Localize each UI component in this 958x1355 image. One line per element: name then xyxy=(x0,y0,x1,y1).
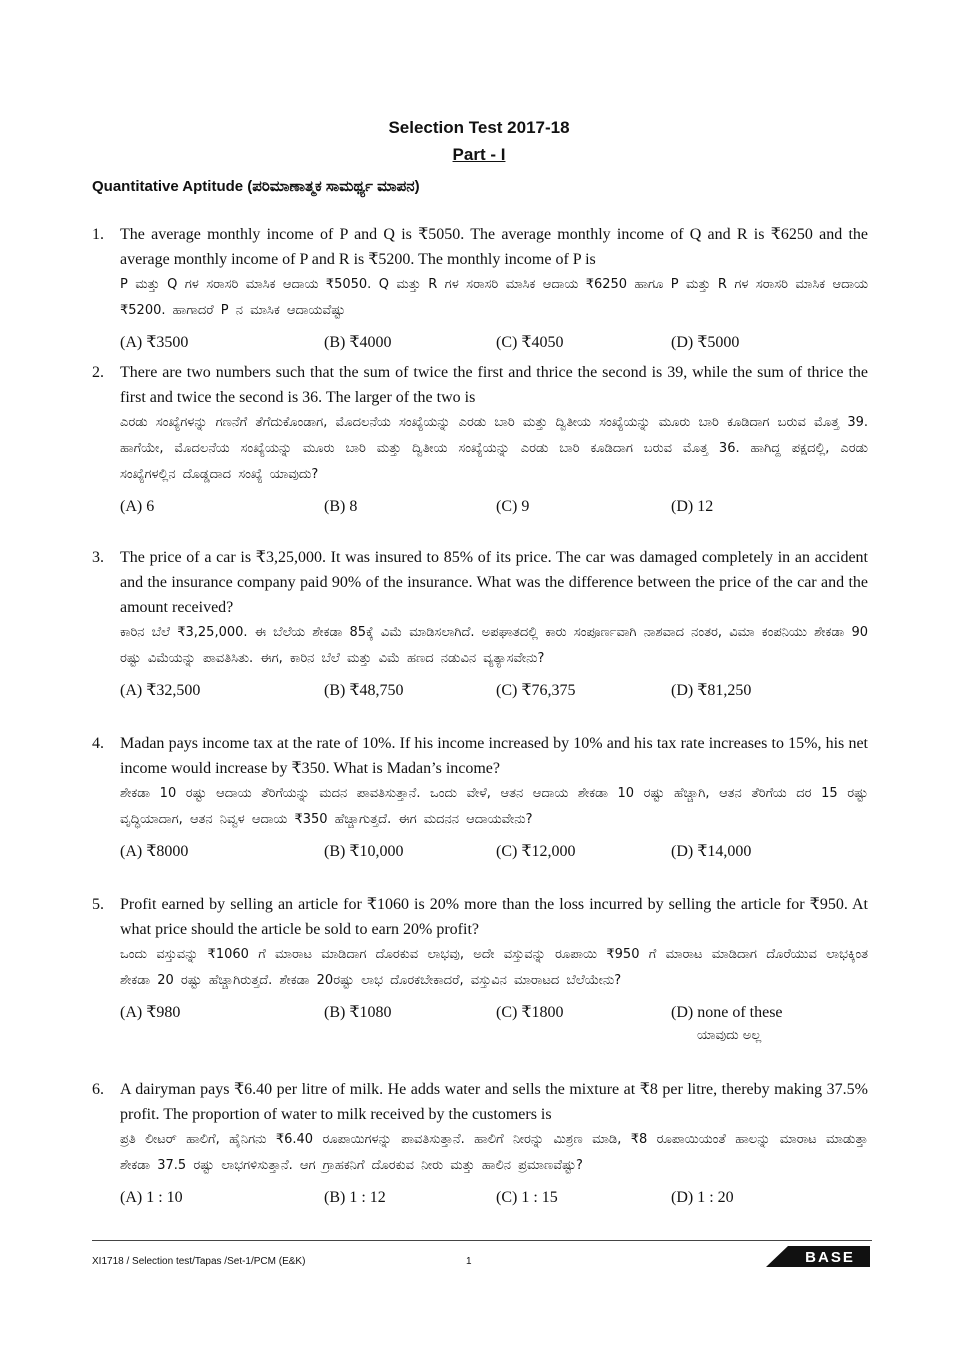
option-b: (B) ₹4000 xyxy=(324,334,392,351)
question-4 xyxy=(92,731,868,869)
option-b: (B) 8 xyxy=(324,498,358,515)
question-3 xyxy=(92,545,868,708)
question-text-english: Profit earned by selling an article for ₹1060 is 20% more than the loss incurred by selling the article for ₹950. At what price should the article be sold to earn 20% profit? xyxy=(120,896,868,938)
option-c: (C) ₹76,375 xyxy=(496,682,576,699)
footer-code: XI1718 / Selection test/Tapas /Set-1/PCM (E&K) xyxy=(92,1256,306,1267)
option-c: (C) 9 xyxy=(496,498,530,515)
options-row xyxy=(120,330,868,360)
option-c: (C) ₹1800 xyxy=(496,1004,564,1021)
question-text-kannada: ಪ್ರತಿ ಲೀಟರ್ ಹಾಲಿಗೆ, ಹೈನಿಗನು ₹6.40 ರೂಪಾಯಿಗಳನ್ನು ಪಾವತಿಸುತ್ತಾನೆ. ಹಾಲಿಗೆ ನೀರನ್ನು ಮಿಶ್ರಣ ಮಾಡಿ, ₹8 ರೂಪಾಯಿಯಂತೆ ಹಾಲನ್ನು ಮಾರಾಟ ಮಾಡುತ್ತಾ ಶೇಕಡಾ 37.5 ರಷ್ಟು ಲಾಭಗಳಿಸುತ್ತಾನೆ. ಆಗ ಗ್ರಾಹಕನಿಗೆ ದೊರಕುವ ನೀರು ಮತ್ತು ಹಾಲಿನ ಪ್ರಮಾಣವೆಷ್ಟು? xyxy=(120,1132,868,1173)
option-d: (D) ₹14,000 xyxy=(671,843,752,860)
question-1 xyxy=(92,222,868,360)
option-c: (C) ₹12,000 xyxy=(496,843,576,860)
option-d-group xyxy=(671,1000,783,1047)
option-d: (D) ₹81,250 xyxy=(671,682,752,699)
option-b: (B) ₹10,000 xyxy=(324,843,404,860)
part-heading: Part - I xyxy=(452,145,506,164)
option-a: (A) 6 xyxy=(120,498,155,515)
section-heading: Quantitative Aptitude (ಪರಿಮಾಣಾತ್ಮಕ ಸಾಮರ್ಥ್ಯ ಮಾಪನ) xyxy=(92,178,420,195)
question-text-kannada: ಶೇಕಡಾ 10 ರಷ್ಟು ಆದಾಯ ತೆರಿಗೆಯನ್ನು ಮದನ ಪಾವತಿಸುತ್ತಾನೆ. ಒಂದು ವೇಳೆ, ಆತನ ಆದಾಯ ಶೇಕಡಾ 10 ರಷ್ಟು ಹೆಚ್ಚಾಗಿ, ಆತನ ತೆರಿಗೆಯ ದರ 15 ರಷ್ಟು ವೃದ್ಧಿಯಾದಾಗ, ಆತನ ನಿವ್ವಳ ಆದಾಯ ₹350 ಹೆಚ್ಚಾಗುತ್ತದೆ. ಈಗ ಮದನನ ಆದಾಯವೇನು? xyxy=(120,786,868,827)
base-logo xyxy=(766,1243,870,1269)
question-text-kannada: P ಮತ್ತು Q ಗಳ ಸರಾಸರಿ ಮಾಸಿಕ ಆದಾಯ ₹5050. Q ಮತ್ತು R ಗಳ ಸರಾಸರಿ ಮಾಸಿಕ ಆದಾಯ ₹6250 ಹಾಗೂ P ಮತ್ತು R ಗಳ ಸರಾಸರಿ ಮಾಸಿಕ ಆದಾಯ ₹5200. ಹಾಗಾದರೆ P ನ ಮಾಸಿಕ ಆದಾಯವೆಷ್ಟು xyxy=(120,277,868,318)
footer-divider xyxy=(92,1240,872,1241)
options-row xyxy=(120,1000,868,1048)
option-d: (D) ₹5000 xyxy=(671,334,740,351)
base-logo-text: BASE xyxy=(805,1249,855,1266)
option-a: (A) ₹3500 xyxy=(120,334,189,351)
question-text-english: A dairyman pays ₹6.40 per litre of milk. He adds water and sells the mixture at ₹8 per litre, thereby making 37.5% profit. The proportion of water to milk received by the customers is xyxy=(120,1081,868,1123)
question-text-kannada: ಎರಡು ಸಂಖ್ಯೆಗಳನ್ನು ಗಣನೆಗೆ ತೆಗೆದುಕೊಂಡಾಗ, ಮೊದಲನೆಯ ಸಂಖ್ಯೆಯನ್ನು ಎರಡು ಬಾರಿ ಮತ್ತು ದ್ವಿತೀಯ ಸಂಖ್ಯೆಯನ್ನು ಮೂರು ಬಾರಿ ಕೂಡಿದಾಗ ಬರುವ ಮೊತ್ತ 39. ಹಾಗೆಯೇ, ಮೊದಲನೆಯ ಸಂಖ್ಯೆಯನ್ನು ಮೂರು ಬಾರಿ ಮತ್ತು ದ್ವಿತೀಯ ಸಂಖ್ಯೆಯನ್ನು ಎರಡು ಬಾರಿ ಕೂಡಿದಾಗ ಬರುವ ಮೊತ್ತ 36. ಹಾಗಿದ್ದ ಪಕ್ಷದಲ್ಲಿ, ಎರಡು ಸಂಖ್ಯೆಗಳಲ್ಲಿನ ದೊಡ್ಡದಾದ ಸಂಖ್ಯೆ ಯಾವುದು? xyxy=(120,415,868,482)
page-number: 1 xyxy=(466,1256,472,1267)
options-row xyxy=(120,678,868,708)
question-text-english: The price of a car is ₹3,25,000. It was insured to 85% of its price. The car was damaged completely in an accident and the insurance company paid 90% of the insurance. What was the difference between the price of the car and the amount received? xyxy=(120,549,868,616)
option-a: (A) ₹8000 xyxy=(120,843,189,860)
option-d: (D) none of these xyxy=(671,1004,783,1021)
question-number: 1. xyxy=(92,226,104,243)
option-b: (B) ₹1080 xyxy=(324,1004,392,1021)
question-number: 3. xyxy=(92,549,104,566)
question-number: 2. xyxy=(92,364,104,381)
options-row xyxy=(120,839,868,869)
option-a: (A) ₹32,500 xyxy=(120,682,201,699)
question-text-kannada: ಒಂದು ವಸ್ತುವನ್ನು ₹1060 ಗೆ ಮಾರಾಟ ಮಾಡಿದಾಗ ದೊರಕುವ ಲಾಭವು, ಅದೇ ವಸ್ತುವನ್ನು ರೂಪಾಯಿ ₹950 ಗೆ ಮಾರಾಟ ಮಾಡಿದಾಗ ದೊರೆಯುವ ಲಾಭಕ್ಕಿಂತ ಶೇಕಡಾ 20 ರಷ್ಟು ಹೆಚ್ಚಾಗಿರುತ್ತದೆ. ಶೇಕಡಾ 20ರಷ್ಟು ಲಾಭ ದೊರಕಬೇಕಾದರೆ, ವಸ್ತುವಿನ ಮಾರಾಟದ ಬೆಲೆಯೇನು? xyxy=(120,947,868,988)
option-b: (B) 1 : 12 xyxy=(324,1189,386,1206)
options-row xyxy=(120,494,868,524)
question-number: 4. xyxy=(92,735,104,752)
question-number: 5. xyxy=(92,896,104,913)
question-text-english: The average monthly income of P and Q is ₹5050. The average monthly income of Q and R is ₹6250 and the average monthly income of P and R is ₹5200. The monthly income of P is xyxy=(120,226,868,268)
question-text-kannada: ಕಾರಿನ ಬೆಲೆ ₹3,25,000. ಈ ಬೆಲೆಯ ಶೇಕಡಾ 85ಕ್ಕೆ ವಿಮೆ ಮಾಡಿಸಲಾಗಿದೆ. ಅಪಘಾತದಲ್ಲಿ ಕಾರು ಸಂಪೂರ್ಣವಾಗಿ ನಾಶವಾದ ನಂತರ, ವಿಮಾ ಕಂಪನಿಯು ಶೇಕಡಾ 90 ರಷ್ಟು ವಿಮೆಯನ್ನು ಪಾವತಿಸಿತು. ಈಗ, ಕಾರಿನ ಬೆಲೆ ಮತ್ತು ವಿಮೆ ಹಣದ ನಡುವಿನ ವ್ಯತ್ಯಾಸವೇನು? xyxy=(120,625,868,666)
option-d-kannada: ಯಾವುದು ಅಲ್ಲ xyxy=(697,1028,762,1043)
question-text-english: Madan pays income tax at the rate of 10%. If his income increased by 10% and his tax rate increases to 15%, his net income would increase by ₹350. What is Madan’s income? xyxy=(120,735,868,777)
page-title: Selection Test 2017-18 xyxy=(388,118,570,137)
option-d: (D) 1 : 20 xyxy=(671,1189,734,1206)
option-d: (D) 12 xyxy=(671,498,714,515)
question-number: 6. xyxy=(92,1081,104,1098)
question-6 xyxy=(92,1077,868,1215)
option-a: (A) 1 : 10 xyxy=(120,1189,183,1206)
question-text-english: There are two numbers such that the sum of twice the first and thrice the second is 39, while the sum of thrice the first and twice the second is 36. The larger of the two is xyxy=(120,364,868,406)
option-b: (B) ₹48,750 xyxy=(324,682,404,699)
option-a: (A) ₹980 xyxy=(120,1004,181,1021)
question-2 xyxy=(92,360,868,524)
question-5 xyxy=(92,892,868,1048)
option-c: (C) 1 : 15 xyxy=(496,1189,558,1206)
option-c: (C) ₹4050 xyxy=(496,334,564,351)
options-row xyxy=(120,1185,868,1215)
